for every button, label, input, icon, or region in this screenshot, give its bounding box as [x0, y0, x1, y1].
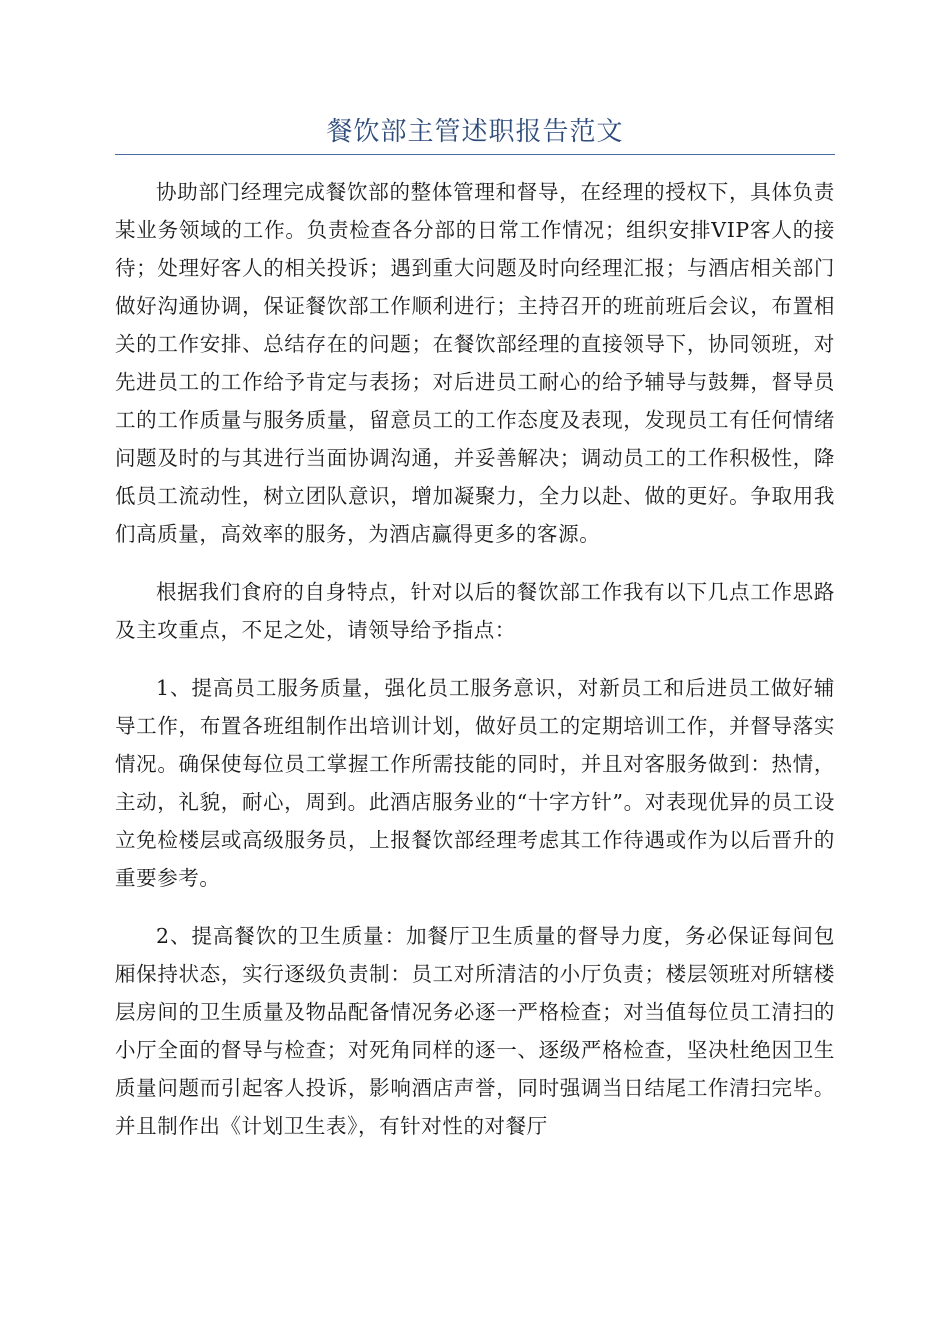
- paragraph-item-2: 2、提高餐饮的卫生质量：加餐厅卫生质量的督导力度，务必保证每间包厢保持状态，实行逐级负责制：员工对所清洁的小厅负责；楼层领班对所辖楼层房间的卫生质量及物品配备情况务必逐一严格检查；对当值每位员工清扫的小厅全面的督导与检查；对死角同样的逐一、逐级严格检查，坚决杜绝因卫生质量问题而引起客人投诉，影响酒店声誉，同时强调当日结尾工作清扫完毕。并且制作出《计划卫生表》，有针对性的对餐厅: [115, 924, 835, 1138]
- document-body: [115, 173, 835, 1165]
- paragraph-duties: 协助部门经理完成餐饮部的整体管理和督导，在经理的授权下，具体负责某业务领域的工作。负责检查各分部的日常工作情况；组织安排VIP客人的接待；处理好客人的相关投诉；遇到重大问题及时向经理汇报；与酒店相关部门做好沟通协调，保证餐饮部工作顺利进行；主持召开的班前班后会议，布置相关的工作安排、总结存在的问题；在餐饮部经理的直接领导下，协同领班，对先进员工的工作给予肯定与表扬；对后进员工耐心的给予辅导与鼓舞，督导员工的工作质量与服务质量，留意员工的工作态度及表现，发现员工有任何情绪问题及时的与其进行当面协调沟通，并妥善解决；调动员工的工作积极性，降低员工流动性，树立团队意识，增加凝聚力，全力以赴、做的更好。争取用我们高质量，高效率的服务，为酒店赢得更多的客源。: [115, 180, 835, 546]
- paragraph-intro: 根据我们食府的自身特点，针对以后的餐饮部工作我有以下几点工作思路及主攻重点，不足之处，请领导给予指点：: [115, 580, 835, 642]
- title-underline: [115, 154, 835, 155]
- paragraph-item-1: 1、提高员工服务质量，强化员工服务意识，对新员工和后进员工做好辅导工作，布置各班组制作出培训计划，做好员工的定期培训工作，并督导落实情况。确保使每位员工掌握工作所需技能的同时，并且对客服务做到：热情，主动，礼貌，耐心，周到。此酒店服务业的“十字方针”。对表现优异的员工设立免检楼层或高级服务员，上报餐饮部经理考虑其工作待遇或作为以后晋升的重要参考。: [115, 676, 835, 890]
- document-title: 餐饮部主管述职报告范文: [326, 117, 624, 147]
